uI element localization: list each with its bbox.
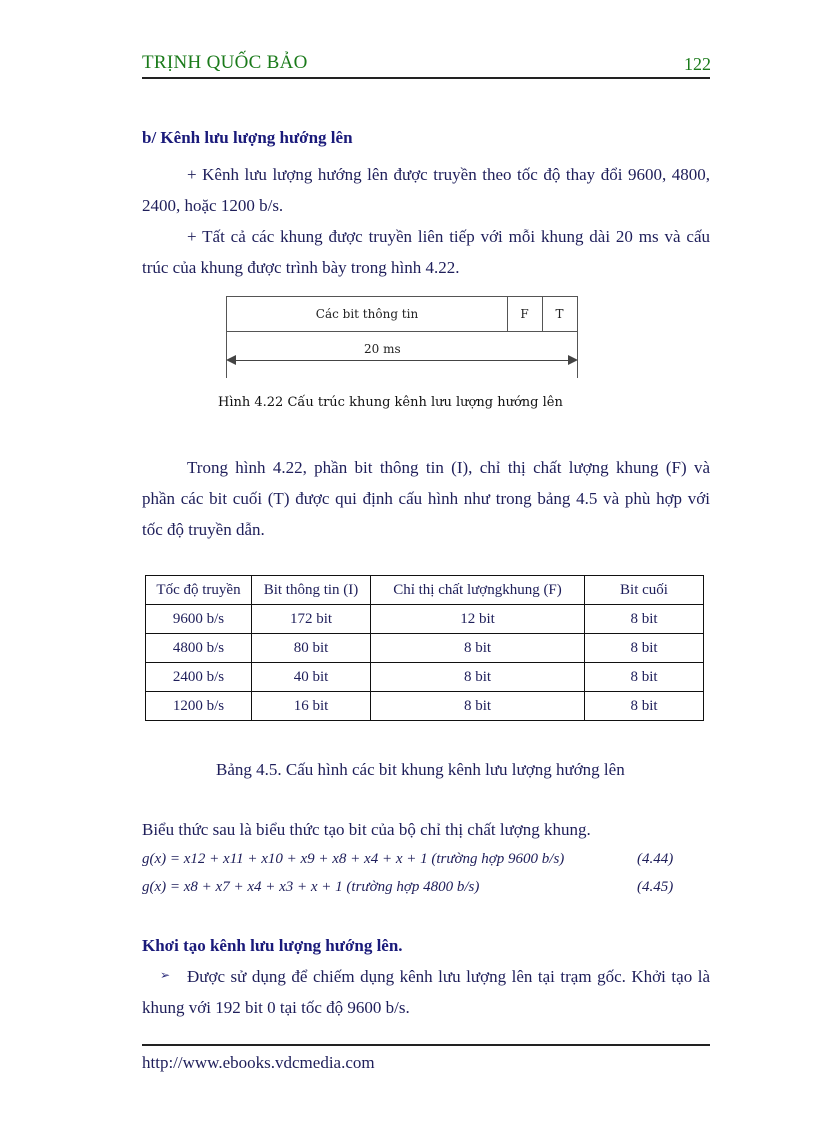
access-line-2: khung với 192 bit 0 tại tốc độ 9600 b/s.	[142, 998, 410, 1017]
table-cell: 8 bit	[585, 663, 704, 692]
table-cell: 1200 b/s	[146, 692, 252, 721]
duration-label: 20 ms	[360, 342, 405, 356]
table-cell: 172 bit	[252, 605, 371, 634]
duration-arrow-line	[228, 360, 576, 361]
arrow-left-icon	[226, 355, 236, 365]
body-paragraph	[142, 452, 710, 545]
paragraph-1-line-1: + Kênh lưu lượng hướng lên được truyền theo tốc độ thay đổi 9600, 4800,	[187, 165, 710, 184]
table-row	[146, 663, 704, 692]
table-header: Chỉ thị chất lượngkhung (F)	[371, 576, 585, 605]
table-cell: 8 bit	[371, 634, 585, 663]
table-cell: 8 bit	[585, 634, 704, 663]
table-cell: 8 bit	[371, 692, 585, 721]
table-cell: 80 bit	[252, 634, 371, 663]
table-header: Tốc độ truyền	[146, 576, 252, 605]
frame-f-cell: F	[507, 297, 543, 331]
formula-2-number: (4.45)	[637, 879, 674, 895]
table-row	[146, 634, 704, 663]
table-row	[146, 605, 704, 634]
paragraph-1-line-2: 2400, hoặc 1200 b/s.	[142, 196, 284, 215]
formula-1-number: (4.44)	[637, 851, 674, 867]
figure-caption: Hình 4.22 Cấu trúc khung kênh lưu lượng hướng lên	[218, 395, 563, 410]
access-line-1: Được sử dụng để chiếm dụng kênh lưu lượng lên tại trạm gốc. Khởi tạo là	[187, 967, 710, 986]
table-cell: 8 bit	[585, 692, 704, 721]
footer-rule	[142, 1044, 710, 1046]
table-header: Bit thông tin (I)	[252, 576, 371, 605]
frame-diagram	[226, 296, 578, 332]
access-heading: Khơi tạo kênh lưu lượng hướng lên.	[142, 936, 403, 955]
access-paragraph	[142, 961, 710, 1023]
table-caption: Bảng 4.5. Cấu hình các bit khung kênh lưu lượng hướng lên	[216, 760, 625, 779]
table-header: Bit cuối	[585, 576, 704, 605]
arrow-right-icon	[568, 355, 578, 365]
section-heading: b/ Kênh lưu lượng hướng lên	[142, 128, 353, 147]
paragraph-2-line-2: trúc của khung được trình bày trong hình 4.22.	[142, 258, 460, 277]
frame-t-cell: T	[555, 307, 564, 321]
table-cell: 9600 b/s	[146, 605, 252, 634]
paragraph-2-line-1: + Tất cả các khung được truyền liên tiếp với mỗi khung dài 20 ms và cấu	[187, 227, 710, 246]
header-rule	[142, 77, 710, 79]
table-header-row	[146, 576, 704, 605]
header-title: TRỊNH QUỐC BẢO	[142, 52, 308, 73]
table-cell: 12 bit	[371, 605, 585, 634]
table-cell: 8 bit	[585, 605, 704, 634]
table-cell: 16 bit	[252, 692, 371, 721]
bit-config-table	[145, 575, 704, 721]
formula-intro: Biểu thức sau là biểu thức tạo bit của bộ chỉ thị chất lượng khung.	[142, 820, 591, 839]
footer-url[interactable]: http://www.ebooks.vdcmedia.com	[142, 1053, 375, 1072]
table-cell: 4800 b/s	[146, 634, 252, 663]
body-line-2: phần các bit cuối (T) được qui định cấu hình như trong bảng 4.5 và phù hợp với	[142, 489, 710, 508]
body-line-1: Trong hình 4.22, phần bit thông tin (I), chỉ thị chất lượng khung (F) và	[187, 458, 710, 477]
table-cell: 40 bit	[252, 663, 371, 692]
bullet-arrow-icon: ➢	[160, 968, 171, 982]
formula-2: g(x) = x8 + x7 + x4 + x3 + x + 1 (trường hợp 4800 b/s)	[142, 879, 480, 895]
frame-info-cell: Các bit thông tin	[227, 297, 508, 331]
table-row	[146, 692, 704, 721]
formula-1: g(x) = x12 + x11 + x10 + x9 + x8 + x4 + x + 1 (trường hợp 9600 b/s)	[142, 851, 565, 867]
page-number: 122	[684, 54, 711, 74]
paragraph-1	[142, 159, 710, 283]
table-cell: 8 bit	[371, 663, 585, 692]
table-cell: 2400 b/s	[146, 663, 252, 692]
body-line-3: tốc độ truyền dẫn.	[142, 520, 265, 539]
